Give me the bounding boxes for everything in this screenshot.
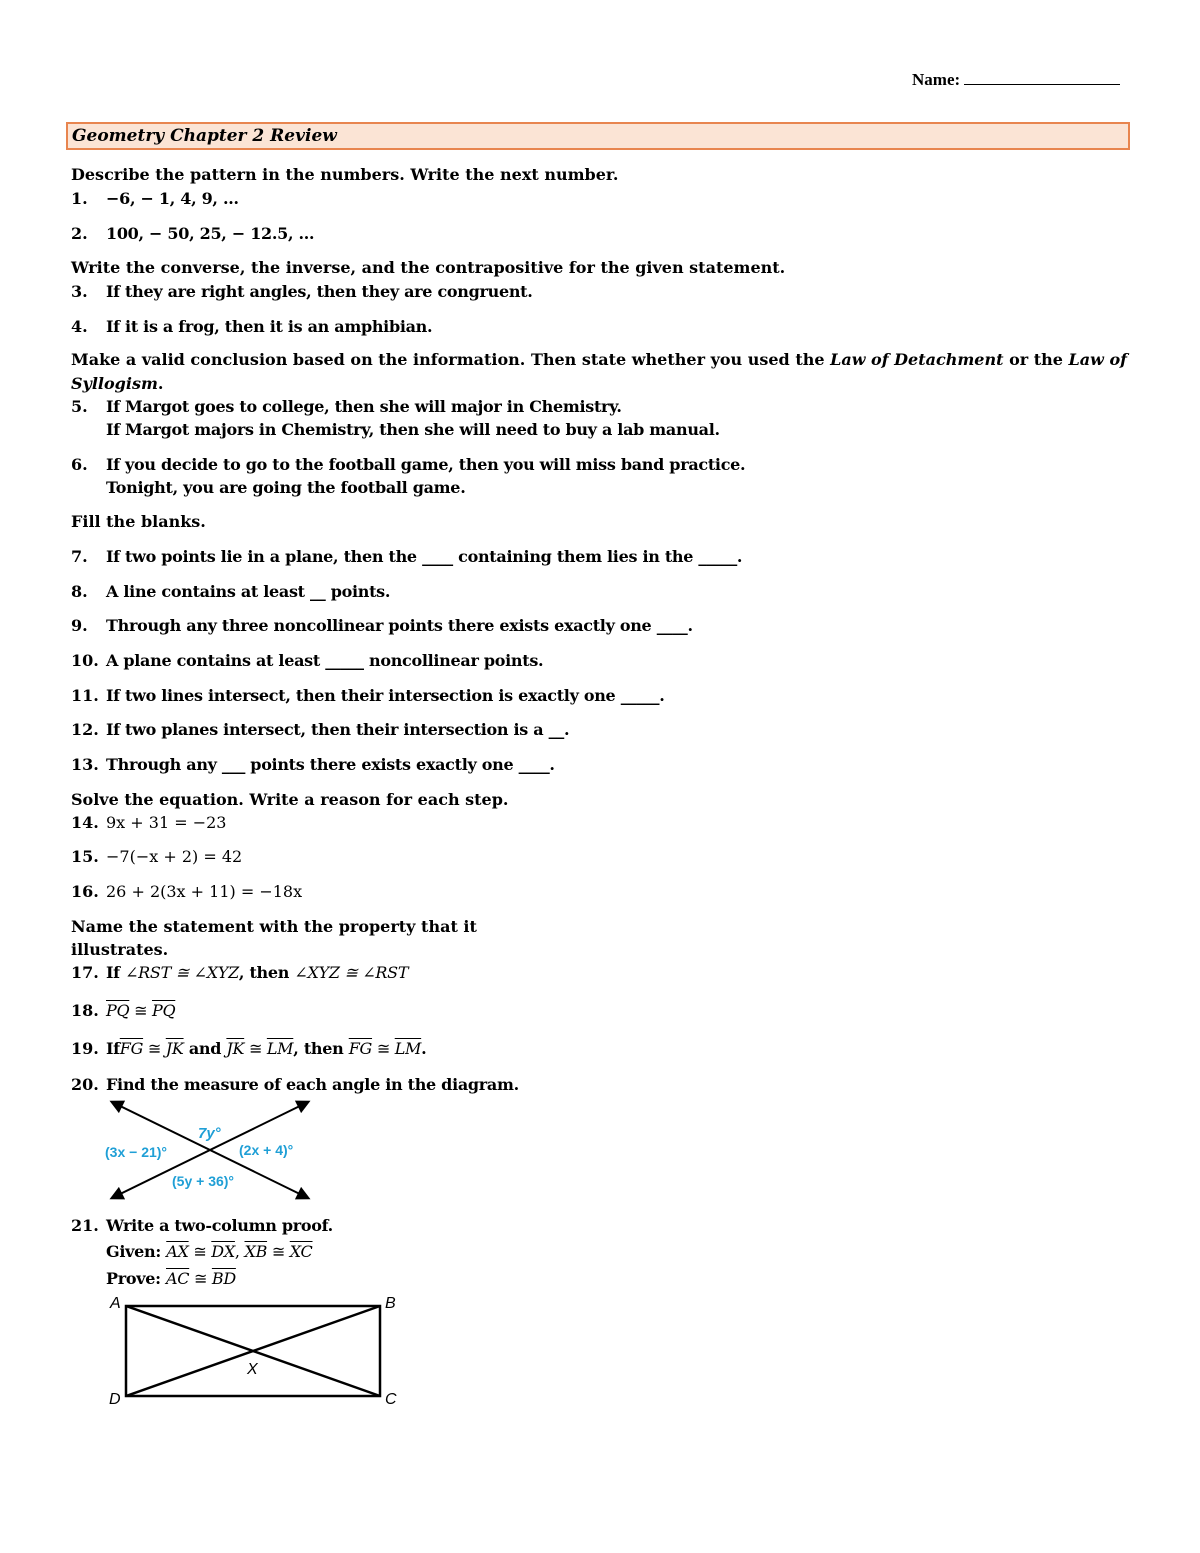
angle-label-right: (2x + 4)° xyxy=(239,1142,294,1158)
law-detachment: Law of Detachment xyxy=(830,350,1004,369)
problem-number: 1. xyxy=(71,189,88,208)
heading-text: Make a valid conclusion based on the information. Then state whether you used the xyxy=(71,350,831,369)
heading-text: . xyxy=(157,374,164,393)
problem-18-text xyxy=(106,1001,175,1020)
law-syllogism-cont: Syllogism xyxy=(71,374,158,393)
vertex-label-b: B xyxy=(385,1295,396,1312)
vertex-label-x: X xyxy=(247,1361,258,1378)
proof-prove xyxy=(106,1269,236,1288)
problem-number: 11. xyxy=(71,686,99,705)
problem-3-text: If they are right angles, then they are congruent. xyxy=(106,282,533,301)
vertex-label-d: D xyxy=(109,1391,121,1408)
problem-number: 21. xyxy=(71,1216,99,1235)
problem-number: 17. xyxy=(71,963,99,982)
problem-19-text xyxy=(106,1039,426,1058)
congruent-symbol: ≅ xyxy=(244,1039,267,1058)
segment: $\overline{DX}$ xyxy=(211,1242,235,1261)
problem-number: 16. xyxy=(71,882,99,901)
section-heading-conclusion xyxy=(71,350,1127,369)
problem-2-text: 100, − 50, 25, − 12.5, … xyxy=(106,224,315,243)
title-banner xyxy=(66,122,1130,150)
problem-9-text: Through any three noncollinear points there exists exactly one ____. xyxy=(106,616,693,635)
problem-number: 10. xyxy=(71,651,99,670)
angle-label-left: (3x − 21)° xyxy=(105,1144,168,1160)
math-expression: ∠RST ≅ ∠XYZ xyxy=(125,963,239,982)
problem-13-text: Through any ___ points there exists exactly one ____. xyxy=(106,755,555,774)
congruent-symbol: ≅ xyxy=(143,1039,166,1058)
problem-6-line-2: Tonight, you are going the football game. xyxy=(106,478,466,497)
separator: , xyxy=(234,1242,245,1261)
law-syllogism: Law of xyxy=(1068,350,1128,369)
segment: $\overline{JK}$ xyxy=(165,1039,184,1058)
name-field xyxy=(912,70,1120,90)
word: , then xyxy=(238,963,290,982)
problem-21-text: Write a two-column proof. xyxy=(106,1216,333,1235)
segment: $\overline{FG}$ xyxy=(119,1039,144,1058)
name-blank[interactable] xyxy=(964,70,1120,85)
word: and xyxy=(183,1039,227,1058)
section-heading-conditional: Write the converse, the inverse, and the contrapositive for the given statement. xyxy=(71,258,786,277)
heading-text: or the xyxy=(1003,350,1069,369)
problem-4-text: If it is a frog, then it is an amphibian. xyxy=(106,317,433,336)
name-label: Name: xyxy=(912,70,961,89)
angle-label-top: 7y° xyxy=(198,1125,221,1142)
problem-number: 9. xyxy=(71,616,88,635)
segment: $\overline{XC}$ xyxy=(289,1242,313,1261)
congruent-symbol: ≅ xyxy=(129,1001,152,1020)
problem-number: 13. xyxy=(71,755,99,774)
angle-label-bottom: (5y + 36)° xyxy=(172,1173,235,1189)
section-heading-fill: Fill the blanks. xyxy=(71,512,206,531)
problem-number: 14. xyxy=(71,813,99,832)
problem-11-text: If two lines intersect, then their intersection is exactly one _____. xyxy=(106,686,665,705)
prove-label: Prove: xyxy=(106,1269,161,1288)
segment: $\overline{FG}$ xyxy=(348,1039,373,1058)
segment: $\overline{AC}$ xyxy=(166,1269,190,1288)
problem-15-equation: −7(−x + 2) = 42 xyxy=(106,847,243,866)
word: If xyxy=(106,1039,120,1058)
problem-20-text: Find the measure of each angle in the diagram. xyxy=(106,1075,519,1094)
segment: $\overline{JK}$ xyxy=(226,1039,245,1058)
segment: $\overline{AX}$ xyxy=(166,1242,189,1261)
problem-number: 15. xyxy=(71,847,99,866)
problem-8-text: A line contains at least __ points. xyxy=(106,582,391,601)
rectangle-diagram xyxy=(104,1290,404,1412)
problem-12-text: If two planes intersect, then their intersection is a __. xyxy=(106,720,570,739)
problem-1-text: −6, − 1, 4, 9, … xyxy=(106,189,239,208)
segment: $\overline{LM}$ xyxy=(394,1039,422,1058)
segment: $\overline{PQ}$ xyxy=(106,1001,130,1020)
word: . xyxy=(421,1039,427,1058)
segment: $\overline{PQ}$ xyxy=(151,1001,176,1020)
problem-number: 4. xyxy=(71,317,88,336)
problem-7-text: If two points lie in a plane, then the ____ containing them lies in the _____. xyxy=(106,547,743,566)
problem-14-equation: 9x + 31 = −23 xyxy=(106,813,227,832)
math-expression: ∠XYZ ≅ ∠RST xyxy=(294,963,409,982)
problem-number: 5. xyxy=(71,397,88,416)
section-heading-conclusion-cont xyxy=(71,374,163,393)
congruent-symbol: ≅ xyxy=(267,1242,290,1261)
problem-number: 2. xyxy=(71,224,88,243)
worksheet-title: Geometry Chapter 2 Review xyxy=(72,126,337,146)
segment: $\overline{BD}$ xyxy=(211,1269,236,1288)
section-heading-pattern: Describe the pattern in the numbers. Write the next number. xyxy=(71,165,619,184)
problem-number: 6. xyxy=(71,455,88,474)
problem-17-text xyxy=(106,963,408,982)
section-heading-property: Name the statement with the property that it xyxy=(71,917,477,936)
problem-6-line-1: If you decide to go to the football game, then you will miss band practice. xyxy=(106,455,746,474)
problem-number: 3. xyxy=(71,282,88,301)
congruent-symbol: ≅ xyxy=(372,1039,395,1058)
angle-diagram xyxy=(100,1094,320,1206)
word: , then xyxy=(293,1039,349,1058)
problem-5-line-1: If Margot goes to college, then she will major in Chemistry. xyxy=(106,397,622,416)
vertex-label-c: C xyxy=(385,1391,397,1408)
segment: $\overline{XB}$ xyxy=(244,1242,268,1261)
proof-given xyxy=(106,1242,313,1261)
section-heading-solve: Solve the equation. Write a reason for each step. xyxy=(71,790,509,809)
problem-10-text: A plane contains at least _____ noncollinear points. xyxy=(106,651,544,670)
congruent-symbol: ≅ xyxy=(188,1242,212,1261)
segment: $\overline{LM}$ xyxy=(266,1039,294,1058)
given-label: Given: xyxy=(106,1242,161,1261)
problem-number: 12. xyxy=(71,720,99,739)
problem-number: 20. xyxy=(71,1075,99,1094)
problem-5-line-2: If Margot majors in Chemistry, then she will need to buy a lab manual. xyxy=(106,420,720,439)
problem-number: 8. xyxy=(71,582,88,601)
section-heading-property-cont: illustrates. xyxy=(71,940,169,959)
problem-number: 7. xyxy=(71,547,88,566)
congruent-symbol: ≅ xyxy=(189,1269,212,1288)
problem-number: 18. xyxy=(71,1001,99,1020)
problem-16-equation: 26 + 2(3x + 11) = −18x xyxy=(106,882,303,901)
vertex-label-a: A xyxy=(110,1295,121,1312)
problem-number: 19. xyxy=(71,1039,99,1058)
word: If xyxy=(106,963,120,982)
